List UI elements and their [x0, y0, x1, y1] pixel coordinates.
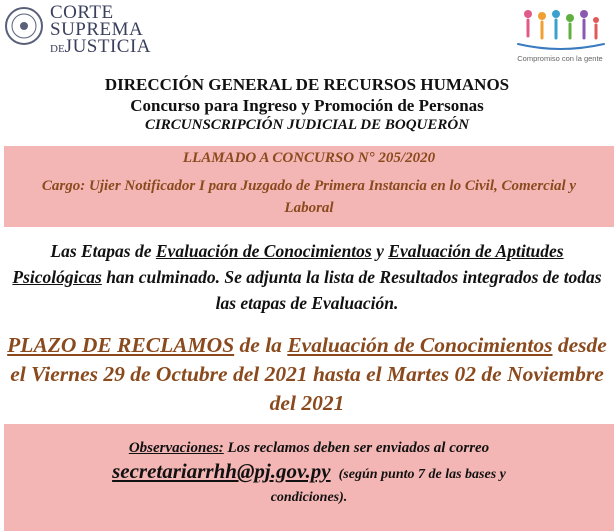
plazo-dates: desde el Viernes 29 de Octubre del 2021 hasta el Martes 02 de Noviembre del 2021	[10, 333, 607, 415]
title-circunscripcion: CIRCUNSCRIPCIÓN JUDICIAL DE BOQUERÓN	[144, 117, 470, 133]
etapas-conocimientos: Evaluación de Conocimientos	[155, 241, 372, 261]
etapas-paragraph	[4, 238, 610, 316]
people-figures-icon	[512, 6, 608, 54]
observaciones-note-1: (según punto 7 de las bases y	[338, 467, 506, 482]
llamado-box	[4, 146, 614, 227]
logo-line-justicia: JUSTICIA	[64, 36, 152, 57]
etapas-text-2: y	[371, 241, 389, 261]
plazo-title: PLAZO DE RECLAMOS	[7, 333, 235, 357]
logo-line-de: DE	[50, 43, 65, 55]
etapas-text-1: Las Etapas de	[50, 241, 156, 261]
etapas-psicologicas: Evaluación de Aptitudes Psicológicas	[12, 241, 564, 287]
national-seal-icon	[4, 6, 44, 46]
cargo-text: Cargo: Ujier Notificador I para Juzgado de Primera Instancia en lo Civil, Comercial y Laboral	[41, 178, 577, 216]
title-concurso: Concurso para Ingreso y Promoción de Personas	[130, 96, 484, 115]
observaciones-box	[4, 424, 614, 531]
logo-line-suprema: SUPREMA	[50, 19, 144, 40]
observaciones-note-2: condiciones).	[270, 490, 348, 505]
logo-line-corte: CORTE	[50, 2, 114, 23]
compromiso-logo	[512, 6, 608, 64]
logo-tagline: Compromiso con la gente	[517, 54, 603, 63]
title-direccion: DIRECCIÓN GENERAL DE RECURSOS HUMANOS	[104, 75, 510, 94]
title-block	[0, 74, 614, 135]
observaciones-text: Los reclamos deben ser enviados al correo	[223, 440, 490, 456]
plazo-paragraph	[4, 331, 610, 418]
email-link[interactable]: secretariarrhh@pj.gov.py	[112, 459, 331, 483]
plazo-text-1: de la	[234, 333, 288, 357]
etapas-text-3: han culminado. Se adjunta la lista de Resultados integrados de todas las etapas de Evaluación.	[101, 267, 602, 313]
observaciones-label: Observaciones:	[128, 440, 224, 456]
corte-suprema-logo	[50, 4, 151, 58]
header	[0, 0, 614, 70]
plazo-evaluacion: Evaluación de Conocimientos	[287, 333, 553, 357]
llamado-title: LLAMADO A CONCURSO N° 205/2020	[182, 150, 436, 166]
